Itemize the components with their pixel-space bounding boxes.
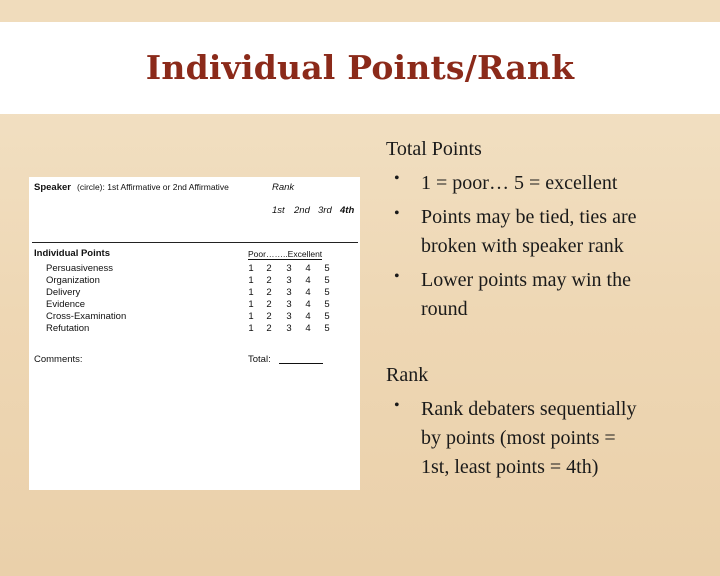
rank-option-3: 3rd bbox=[318, 205, 332, 216]
score-value: 2 bbox=[266, 263, 272, 274]
rank-label: Rank bbox=[272, 182, 295, 193]
bullet-item bbox=[421, 266, 631, 324]
speaker-label: Speaker bbox=[34, 182, 71, 193]
score-value: 3 bbox=[286, 287, 292, 298]
score-value: 1 bbox=[248, 287, 254, 298]
score-value: 2 bbox=[266, 287, 272, 298]
bullet-item bbox=[421, 395, 637, 482]
bullet-item bbox=[421, 203, 637, 261]
bullet-dot: • bbox=[394, 170, 400, 187]
criterion-label: Evidence bbox=[46, 299, 86, 310]
rank-option-4: 4th bbox=[340, 205, 355, 216]
score-value: 4 bbox=[305, 299, 311, 310]
score-value: 1 bbox=[248, 299, 254, 310]
bullet-line: 1st, least points = 4th) bbox=[421, 456, 599, 478]
rank-option-1: 1st bbox=[272, 205, 285, 216]
score-value: 3 bbox=[286, 263, 292, 274]
score-value: 5 bbox=[324, 263, 330, 274]
bullet-line: by points (most points = bbox=[421, 427, 616, 449]
score-value: 4 bbox=[305, 311, 311, 322]
bullet-line: 1 = poor… 5 = excellent bbox=[421, 172, 618, 194]
bullet-dot: • bbox=[394, 268, 400, 285]
rank-heading: Rank bbox=[386, 364, 429, 386]
ballot-form bbox=[29, 177, 360, 490]
bullet-line: round bbox=[421, 298, 468, 320]
score-value: 4 bbox=[305, 323, 311, 334]
bullet-line: Rank debaters sequentially bbox=[421, 398, 637, 420]
bullet-dot: • bbox=[394, 397, 400, 414]
score-value: 5 bbox=[324, 299, 330, 310]
bullet-line: broken with speaker rank bbox=[421, 235, 624, 257]
total-blank bbox=[279, 354, 323, 364]
score-value: 5 bbox=[324, 323, 330, 334]
criterion-label: Refutation bbox=[46, 323, 90, 334]
score-value: 5 bbox=[324, 287, 330, 298]
score-value: 5 bbox=[324, 311, 330, 322]
comments-label: Comments: bbox=[34, 354, 83, 365]
score-value: 2 bbox=[266, 311, 272, 322]
speaker-note: (circle): 1st Affirmative or 2nd Affirmative bbox=[77, 182, 229, 192]
score-value: 1 bbox=[248, 323, 254, 334]
top-band bbox=[0, 0, 720, 22]
score-value: 1 bbox=[248, 275, 254, 286]
bullet-item bbox=[421, 169, 617, 198]
criterion-label: Delivery bbox=[46, 287, 81, 298]
score-value: 3 bbox=[286, 275, 292, 286]
section-title: Individual Points bbox=[34, 248, 111, 259]
score-value: 2 bbox=[266, 299, 272, 310]
score-value: 4 bbox=[305, 275, 311, 286]
total-points-heading: Total Points bbox=[386, 138, 482, 160]
criterion-label: Persuasiveness bbox=[46, 263, 114, 274]
bullet-line: Lower points may win the bbox=[421, 269, 631, 291]
score-value: 3 bbox=[286, 311, 292, 322]
score-value: 1 bbox=[248, 311, 254, 322]
rank-option-2: 2nd bbox=[294, 205, 310, 216]
score-value: 3 bbox=[286, 323, 292, 334]
score-value: 2 bbox=[266, 275, 272, 286]
score-value: 4 bbox=[305, 287, 311, 298]
slide-title: Individual Points/Rank bbox=[145, 48, 575, 87]
divider-line bbox=[32, 242, 358, 243]
scale-label: Poor……..Excellent bbox=[248, 249, 323, 259]
score-value: 4 bbox=[305, 263, 311, 274]
score-value: 1 bbox=[248, 263, 254, 274]
criterion-label: Cross-Examination bbox=[46, 311, 127, 322]
criterion-label: Organization bbox=[46, 275, 100, 286]
bullet-dot: • bbox=[394, 205, 400, 222]
bullet-line: Points may be tied, ties are bbox=[421, 206, 637, 228]
total-label: Total: bbox=[248, 354, 271, 365]
score-value: 2 bbox=[266, 323, 272, 334]
score-value: 3 bbox=[286, 299, 292, 310]
score-value: 5 bbox=[324, 275, 330, 286]
